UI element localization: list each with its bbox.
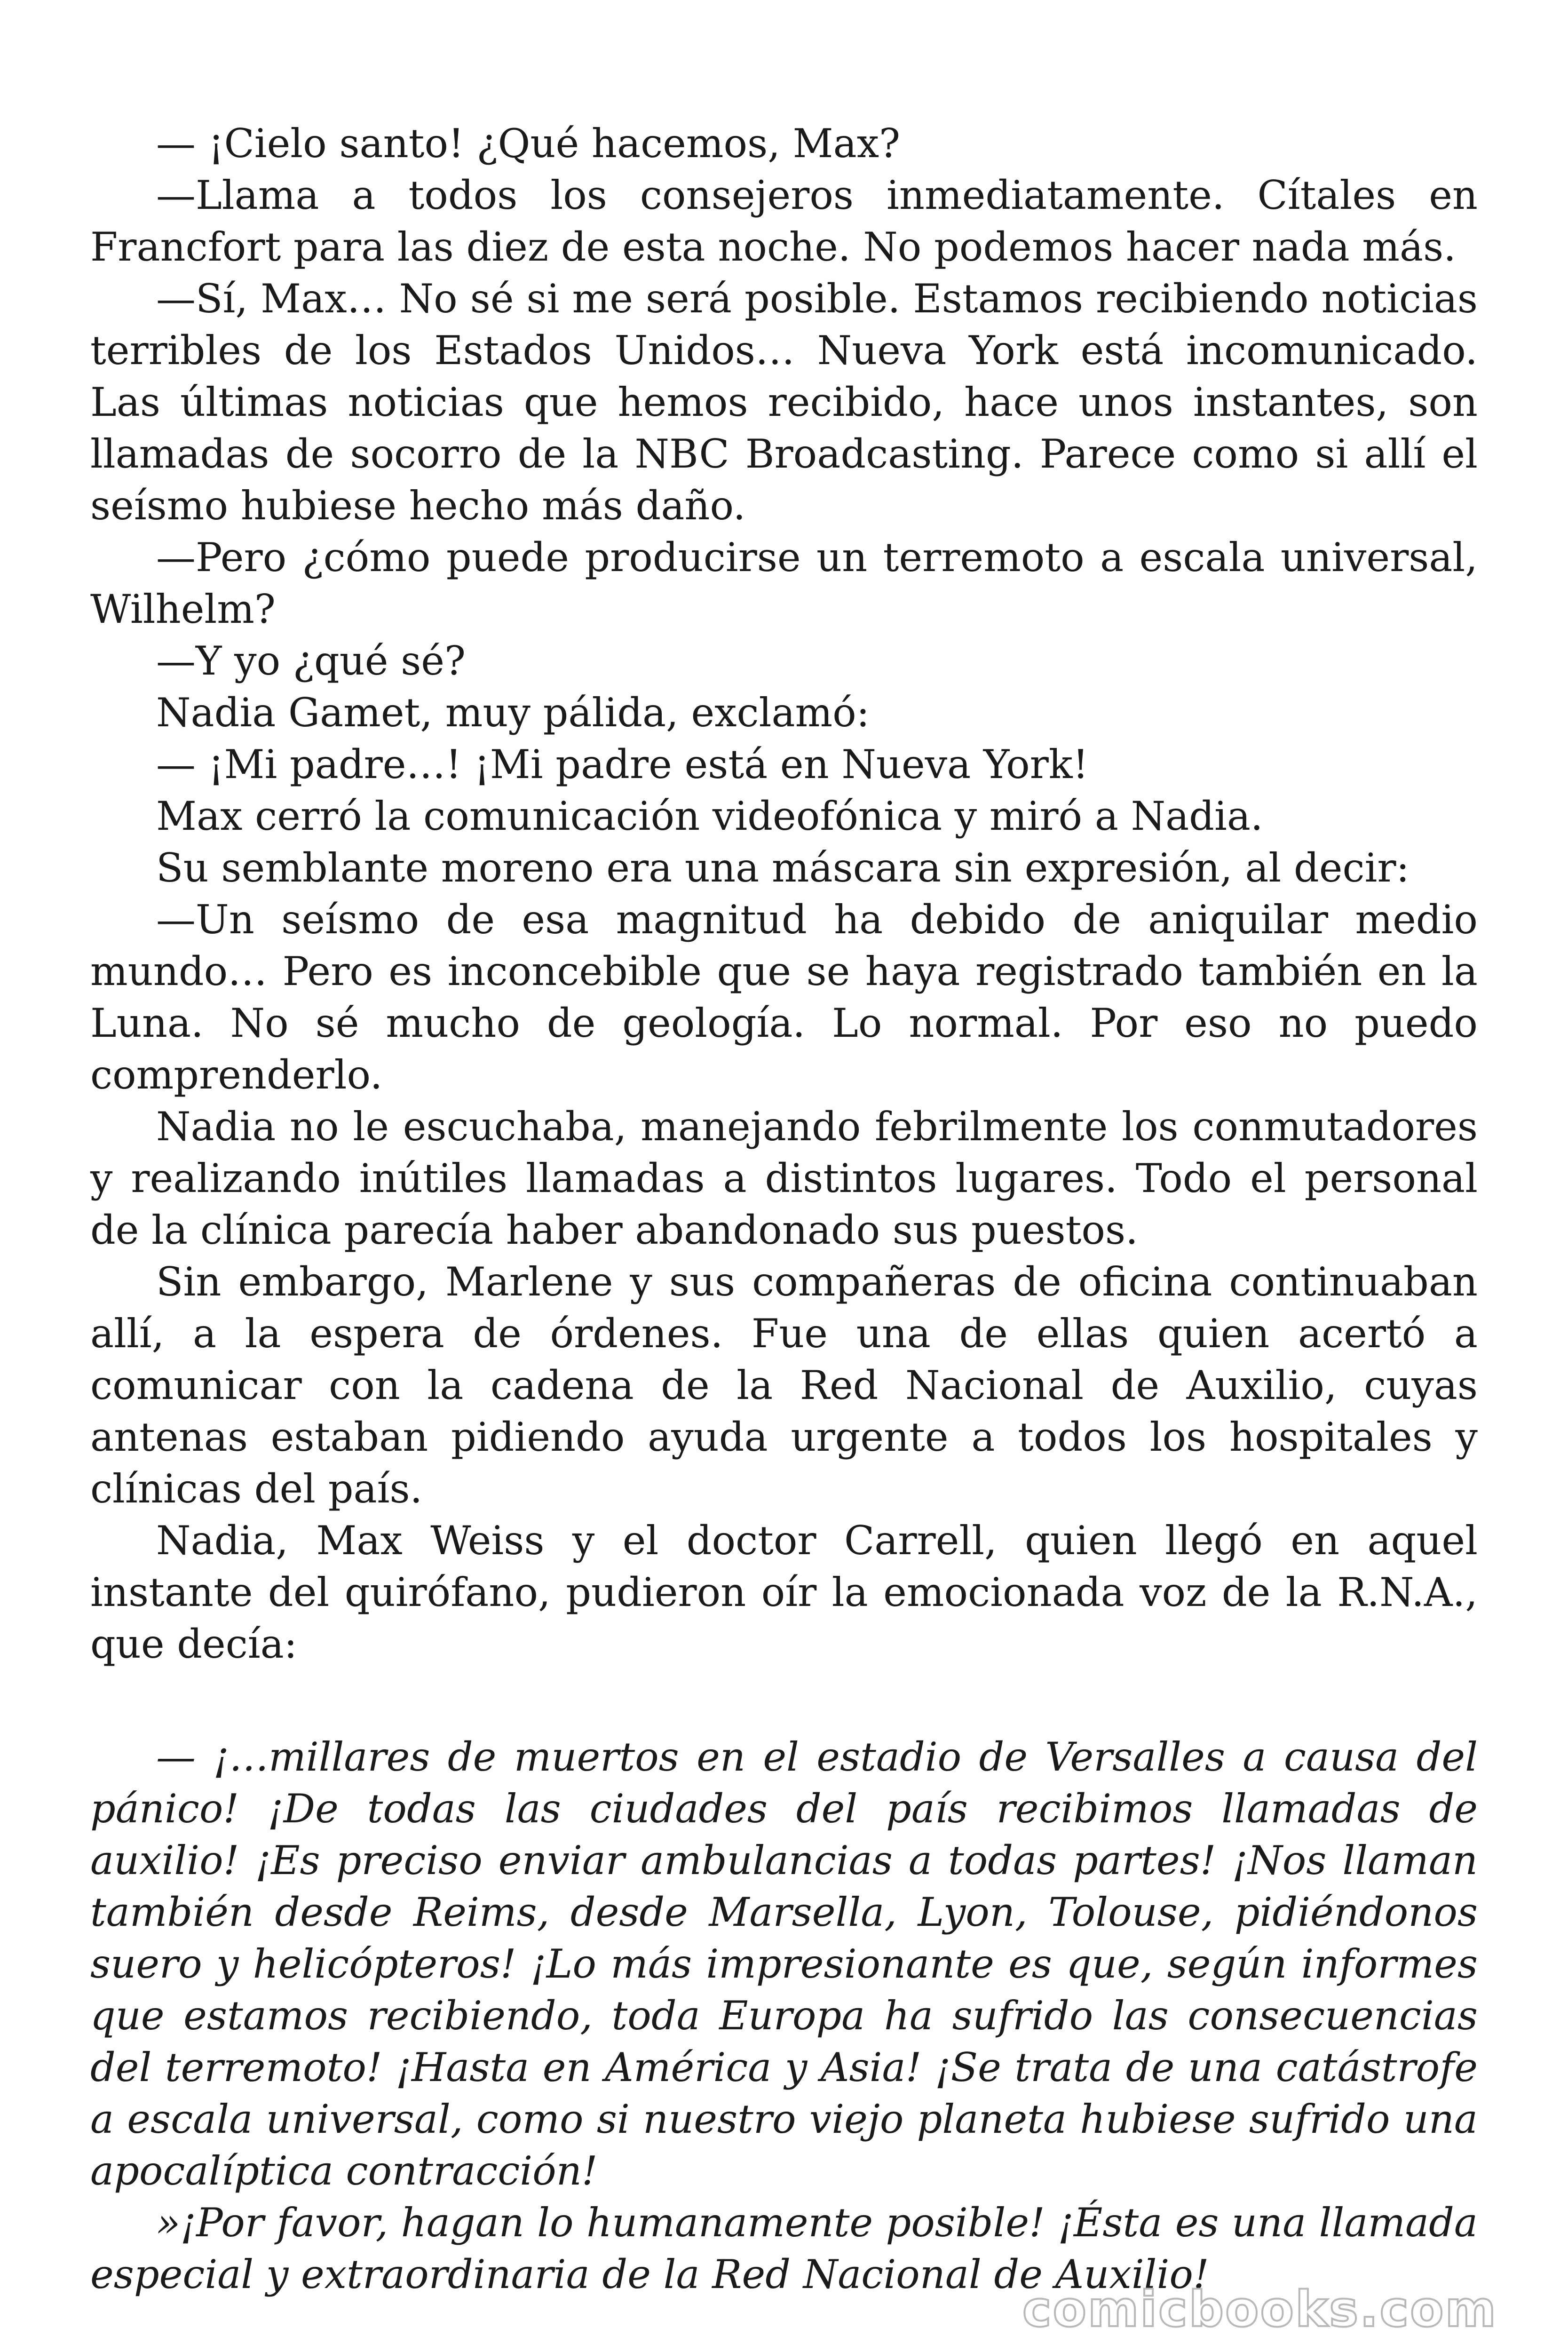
broadcast-paragraph: — ¡…millares de muertos en el estadio de Versalles a causa del pánico! ¡De todas las ciudades del país recibimos llamadas de auxilio! ¡Es preciso enviar ambulancias a todas partes! ¡Nos llaman también desde Reims, desde Marsella, Lyon, Tolouse, pidiéndonos suero y helicópteros! ¡Lo más impresionante es que, según informes que estamos recibiendo, toda Europa ha sufrido las consecuencias del terremoto! ¡Hasta en América y Asia! ¡Se trata de una catástrofe a escala universal, como si nuestro viejo planeta hubiese sufrido una apocalíptica contracción! [90, 1734, 1478, 2194]
paragraph: —Sí, Max… No sé si me será posible. Estamos recibiendo noticias terribles de los Estados Unidos… Nueva York está incomunicado. Las últimas noticias que hemos recibido, hace unos instantes, son llamadas de socorro de la NBC Broadcasting. Parece como si allí el seísmo hubiese hecho más daño. [90, 276, 1478, 529]
paragraph: —Un seísmo de esa magnitud ha debido de aniquilar medio mundo… Pero es inconcebible que se haya registrado también en la Luna. No sé mucho de geología. Lo normal. Por eso no puedo comprenderlo. [90, 897, 1478, 1098]
paragraph: Su semblante moreno era una máscara sin expresión, al decir: [156, 845, 1410, 891]
broadcast-quote [90, 1731, 1478, 2300]
watermark-logo: comicbooks.com [1022, 2280, 1497, 2338]
broadcast-paragraph: »¡Por favor, hagan lo humanamente posible! ¡Ésta es una llamada especial y extraordinaria de la Red Nacional de Auxilio! [90, 2200, 1478, 2297]
paragraph: Nadia, Max Weiss y el doctor Carrell, quien llegó en aquel instante del quirófano, pudieron oír la emocionada voz de la R.N.A., que decía: [90, 1518, 1478, 1667]
paragraph: — ¡Cielo santo! ¿Qué hacemos, Max? [156, 120, 901, 167]
paragraph: —Y yo ¿qué sé? [156, 638, 466, 684]
paragraph: — ¡Mi padre…! ¡Mi padre está en Nueva York! [156, 741, 1089, 787]
paragraph: —Llama a todos los consejeros inmediatamente. Cítales en Francfort para las diez de esta noche. No podemos hacer nada más. [90, 172, 1478, 270]
body-text [90, 118, 1478, 2300]
paragraph: Sin embargo, Marlene y sus compañeras de oficina continuaban allí, a la espera de órdenes. Fue una de ellas quien acertó a comunicar con la cadena de la Red Nacional de Auxilio, cuyas antenas estaban pidiendo ayuda urgente a todos los hospitales y clínicas del país. [90, 1259, 1478, 1512]
paragraph: —Pero ¿cómo puede producirse un terremoto a escala universal, Wilhelm? [90, 534, 1478, 632]
paragraph: Nadia no le escuchaba, manejando febrilmente los conmutadores y realizando inútiles llamadas a distintos lugares. Todo el personal de la clínica parecía haber abandonado sus puestos. [90, 1104, 1478, 1253]
paragraph: Max cerró la comunicación videofónica y miró a Nadia. [156, 793, 1263, 839]
paragraph: Nadia Gamet, muy pálida, exclamó: [156, 690, 870, 736]
